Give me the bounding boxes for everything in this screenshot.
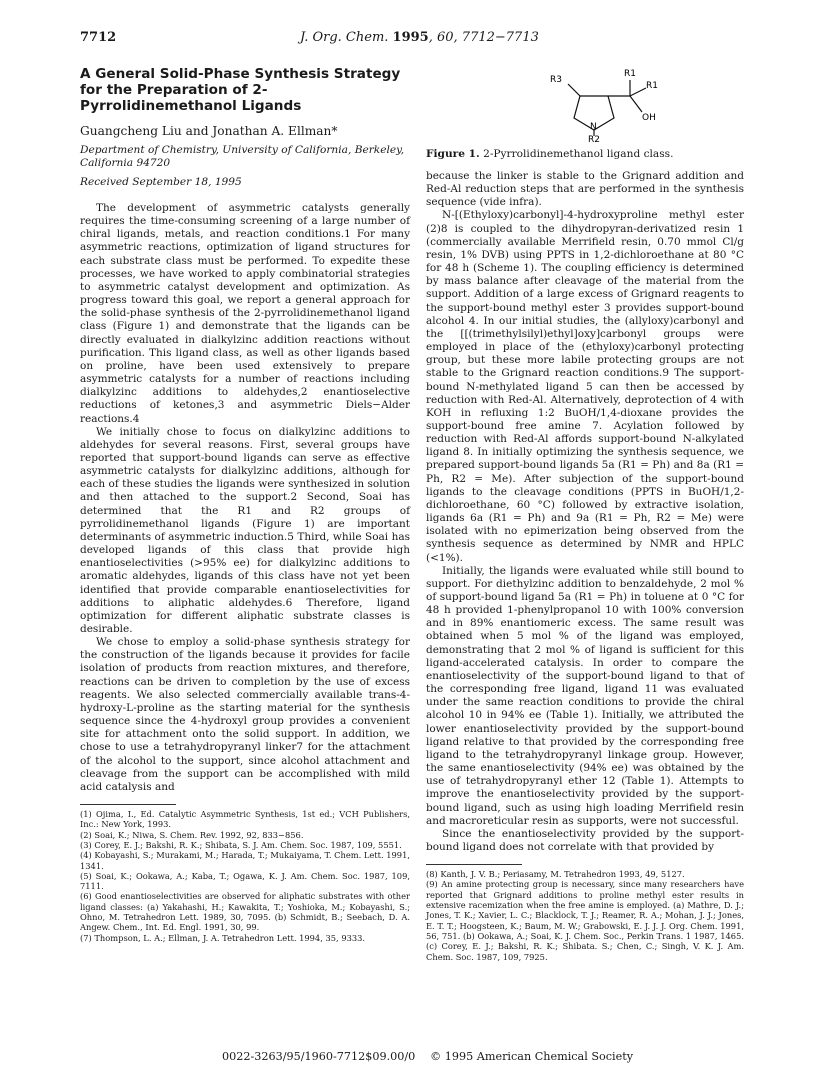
bond-carbinol-oh xyxy=(630,96,642,112)
footnote: (1) Ojima, I., Ed. Catalytic Asymmetric Synthesis, 1st ed.; VCH Publishers, Inc.: New York, 1993. xyxy=(80,809,410,830)
left-body xyxy=(80,202,410,794)
figure-caption xyxy=(426,148,744,160)
paragraph: We chose to employ a solid-phase synthesis strategy for the construction of the ligands because it provides for facile isolation of products from reaction mixtures, and therefore, reactions can be driven to completion by the use of excess reagents. We also selected commercially available trans-4-hydroxy-L-proline as the starting material for the synthesis sequence since the 4-hydroxyl group provides a convenient site for attachment onto the solid support. In addition, we chose to use a tetrahydropyranyl linker7 for the attachment of the alcohol to the support, since alcohol attachment and cleavage from the support can be accomplished with mild acid catalysis and xyxy=(80,636,410,793)
label-r1a: R1 xyxy=(624,69,636,79)
paragraph: The development of asymmetric catalysts generally requires the time-consuming screening of a large number of chiral ligands, metals, and reaction conditions.1 For many asymmetric reactions, optimization of ligand structures for each substrate class must be performed. To expedite these processes, we have worked to apply combinatorial strategies to asymmetric catalyst development and optimization. As progress toward this goal, we report a general approach for the solid-phase synthesis of the 2-pyrrolidinemethanol ligand class (Figure 1) and demonstrate that the ligands can be directly evaluated in dialkylzinc addition reactions without purification. This ligand class, as well as other ligands based on proline, have been used extensively to prepare asymmetric catalysts for a number of reactions including dialkylzinc additions to aldehydes,2 enantioselective reductions of ketones,3 and asymmetric Diels−Alder reactions.4 xyxy=(80,202,410,425)
footer-copyright: © 1995 American Chemical Society xyxy=(430,1050,634,1063)
paragraph: Since the enantioselectivity provided by the support-bound ligand does not correlate with that provided by xyxy=(426,827,744,853)
caption-label: Figure 1. xyxy=(426,148,480,160)
footnote-rule xyxy=(80,804,176,805)
footnote: (8) Kanth, J. V. B.; Periasamy, M. Tetrahedron 1993, 49, 5127. xyxy=(426,869,685,880)
pyrrolidinemethanol-structure xyxy=(546,62,666,142)
footnote: (5) Soai, K.; Ookawa, A.; Kaba, T.; Ogawa, K. J. Am. Chem. Soc. 1987, 109, 7111. xyxy=(80,870,410,892)
footnote: (3) Corey, E. J.; Bakshi, R. K.; Shibata, S. J. Am. Chem. Soc. 1987, 109, 5551. xyxy=(80,839,402,850)
label-r1b: R1 xyxy=(646,81,658,91)
bond-r3 xyxy=(568,84,580,96)
footnote-rule xyxy=(426,864,522,865)
page-number: 7712 xyxy=(80,30,117,45)
left-column xyxy=(80,62,410,943)
article-authors: Guangcheng Liu and Jonathan A. Ellman* xyxy=(80,124,338,138)
article-title: A General Solid-Phase Synthesis Strategy for the Preparation of 2-Pyrrolidinemethanol Ligands xyxy=(80,66,401,114)
figure-1 xyxy=(426,62,744,142)
journal-name: J. Org. Chem. xyxy=(300,30,389,45)
right-footnotes xyxy=(426,869,744,962)
label-r3: R3 xyxy=(550,75,562,85)
journal-volume-pages: , 60, 7712−7713 xyxy=(428,30,539,45)
article-received: Received September 18, 1995 xyxy=(80,176,242,188)
journal-year: 1995 xyxy=(392,30,429,45)
right-column xyxy=(426,62,744,962)
footnote: (4) Kobayashi, S.; Murakami, M.; Harada, T.; Mukaiyama, T. Chem. Lett. 1991, 1341. xyxy=(80,850,410,871)
label-r2: R2 xyxy=(588,135,600,142)
label-n: N xyxy=(590,122,597,132)
right-body xyxy=(426,170,744,854)
paragraph: N-[(Ethyloxy)carbonyl]-4-hydroxyproline methyl ester (2)8 is coupled to the dihydropyran-derivatized resin 1 (commercially available Merrifield resin, 0.70 mmol Cl/g resin, 1% DVB) using PPTS in 1,2-dichloroethane at 80 °C for 48 h (Scheme 1). The coupling efficiency is determined by mass balance after cleavage of the material from the support. Addition of a large excess of Grignard reagents to the support-bound methyl ester 3 provides support-bound alcohol 4. In our initial studies, the (allyloxy)carbonyl and the [[(trimethylsilyl)ethyl]oxy]carbonyl groups were employed in place of the (ethyloxy)carbonyl protecting group, but these more labile protecting groups are not stable to the Grignard reaction conditions.9 The support-bound N-methylated ligand 5 can then be accessed by reduction with Red-Al. Alternatively, deprotection of 4 with KOH in refluxing 1:2 BuOH/1,4-dioxane provides the support-bound free amine 7. Acylation followed by reduction with Red-Al affords support-bound N-alkylated ligand 8. In initially optimizing the synthesis sequence, we prepared support-bound ligands 5a (R1 = Ph) and 8a (R1 = Ph, R2 = Me). After subjection of the support-bound ligands to the cleavage conditions (PPTS in BuOH/1,2-dichloroethane, 60 °C) followed by extractive isolation, ligands 6a (R1 = Ph) and 9a (R1 = Ph, R2 = Me) were isolated with no epimerization being observed from the synthesis sequence as determined by NMR and HPLC (<1%). xyxy=(426,209,744,564)
article-affiliation: Department of Chemistry, University of California, Berkeley, California 94720 xyxy=(80,144,405,169)
footnote: (2) Soai, K.; Niwa, S. Chem. Rev. 1992, 92, 833−856. xyxy=(80,829,304,840)
bond-r1b xyxy=(630,88,646,96)
footnote: (7) Thompson, L. A.; Ellman, J. A. Tetrahedron Lett. 1994, 35, 9333. xyxy=(80,932,366,943)
paragraph: Initially, the ligands were evaluated while still bound to support. For diethylzinc addition to benzaldehyde, 2 mol % of support-bound ligand 5a (R1 = Ph) in toluene at 0 °C for 48 h provided 1-phenylpropanol 10 with 100% conversion and in 89% enantiomeric excess. The same result was obtained when 5 mol % of the ligand was employed, demonstrating that 2 mol % of ligand is sufficient for this ligand-accelerated catalysis. In order to compare the enantioselectivity of the support-bound ligand to that of the corresponding free ligand, ligand 11 was evaluated under the same reaction conditions to provide the chiral alcohol 10 in 94% ee (Table 1). Initially, we attributed the lower enantioselectivity provided by the support-bound ligand relative to that provided by the corresponding free ligand to the tetrahydropyranyl linkage group. However, the same enantioselectivity (94% ee) was obtained by the use of tetrahydropyranyl ether 12 (Table 1). Attempts to improve the enantioselectivity provided by the support-bound ligand, such as using high loading Merrifield resin and macroreticular resin as supports, were not successful. xyxy=(426,564,744,827)
caption-text: 2-Pyrrolidinemethanol ligand class. xyxy=(483,148,674,160)
paragraph: We initially chose to focus on dialkylzinc additions to aldehydes for several reasons. First, several groups have reported that support-bound ligands can serve as effective asymmetric catalysts for dialkylzinc additions, although for each of these studies the ligands were synthesized in solution and then attached to the support.2 Second, Soai has determined that the R1 and R2 groups of pyrrolidinemethanol ligands (Figure 1) are important determinants of asymmetric induction.5 Third, while Soai has developed ligands of this class that provide high enantioselectivities (>95% ee) for dialkylzinc additions to aromatic aldehydes, ligands of this class have not yet been identified that provide comparable enantioselectivities for additions to aliphatic aldehydes.6 Therefore, ligand optimization for different aliphatic substrate classes is desirable. xyxy=(80,425,410,635)
footnote: (9) An amine protecting group is necessary, since many researchers have reported that Grignard additions to proline methyl ester results in extensive racemization when the free amine is employed. (a) Mathre, D. J.; Jones, T. K.; Xavier, L. C.; Blacklock, T. J.; Reamer, R. A.; Mohan, J. J.; Jones, E. T. T.; Hoogsteen, K.; Baum, M. W.; Grabowski, E. J. J. J. Org. Chem. 1991, 56, 751. (b) Ookawa, A.; Soai, K. J. Chem. Soc., Perkin Trans. 1 1987, 1465. (c) Corey, E. J.; Bakshi, R. K.; Shibata. S.; Chen, C.; Singh, V. K. J. Am. Chem. Soc. 1987, 109, 7925. xyxy=(426,879,744,962)
paragraph: because the linker is stable to the Grignard addition and Red-Al reduction steps that are performed in the synthesis sequence (vide infra). xyxy=(426,170,744,209)
footnote: (6) Good enantioselectivities are observed for aliphatic substrates with other ligand classes: (a) Yakahashi, H.; Kawakita, T.; Yoshioka, M.; Kobayashi, S.; Ohno, M. Tetrahedron Lett. 1989, 30, 7095. (b) Schmidt, B.; Seebach, D. A. Angew. Chem., Int. Ed. Engl. 1991, 30, 99. xyxy=(80,891,410,933)
journal-header xyxy=(300,30,539,45)
footer-code: 0022-3263/95/1960-7712$09.00/0 xyxy=(222,1050,416,1063)
left-footnotes xyxy=(80,809,410,943)
label-oh: OH xyxy=(642,113,656,123)
